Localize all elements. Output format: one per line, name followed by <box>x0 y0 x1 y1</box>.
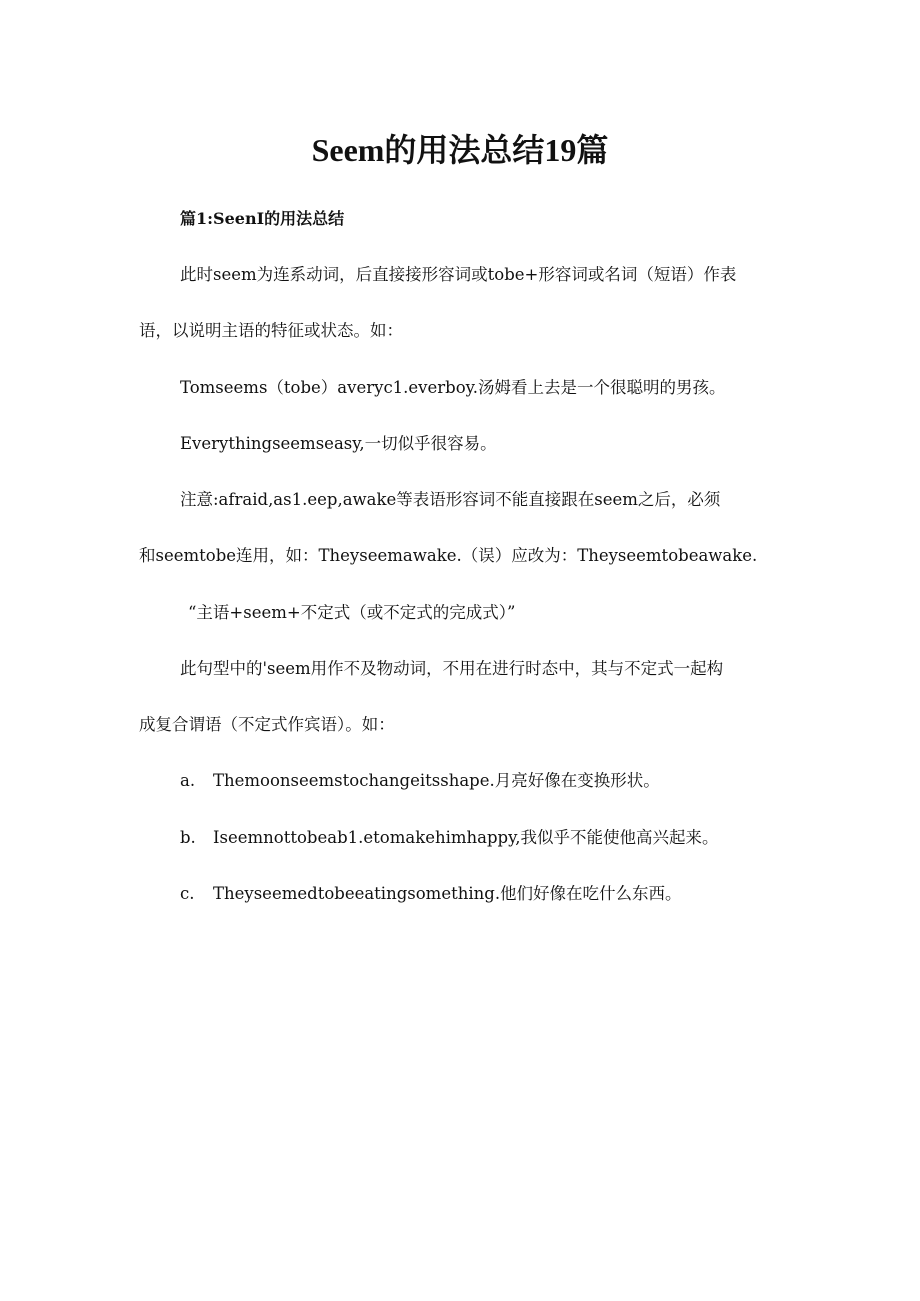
section-heading: 篇1:SeenI的用法总结 <box>180 209 345 228</box>
sentence-pattern: “主语+seem+不定式（或不定式的完成式）” <box>188 603 516 622</box>
list-marker: b. <box>180 828 196 847</box>
note-line-2: 和seemtobe连用，如：Theyseemawake.（误）应改为：Theyseemtobeawake. <box>139 546 758 565</box>
paragraph-1-line-2: 语，以说明主语的特征或状态。如： <box>139 321 403 340</box>
list-item <box>180 824 718 852</box>
list-marker: a. <box>180 771 196 790</box>
paragraph-1-line-1: 此时seem为连系动词，后直接接形容词或tobe+形容词或名词（短语）作表 <box>180 265 737 284</box>
list-item-text: Themoonseemstochangeitsshape.月亮好像在变换形状。 <box>213 771 660 790</box>
example-sentence-1: Tomseems（tobe）averyc1.everboy.汤姆看上去是一个很聪明的男孩。 <box>180 378 726 397</box>
paragraph-2-line-1: 此句型中的'seem用作不及物动词，不用在进行时态中，其与不定式一起构 <box>180 659 724 678</box>
page-title: Seem的用法总结19篇 <box>311 132 609 168</box>
example-sentence-2: Everythingseemseasy,一切似乎很容易。 <box>180 434 497 453</box>
list-item-text: Theyseemedtobeeatingsomething.他们好像在吃什么东西。 <box>213 884 682 903</box>
note-line-1: 注意:afraid,as1.eep,awake等表语形容词不能直接跟在seem之后，必须 <box>180 490 721 509</box>
list-item <box>180 880 682 908</box>
list-item-text: Iseemnottobeab1.etomakehimhappy,我似乎不能使他高兴起来。 <box>213 828 719 847</box>
list-item <box>180 767 660 795</box>
paragraph-2-line-2: 成复合谓语（不定式作宾语）。如： <box>139 715 395 734</box>
list-marker: c. <box>180 884 195 903</box>
